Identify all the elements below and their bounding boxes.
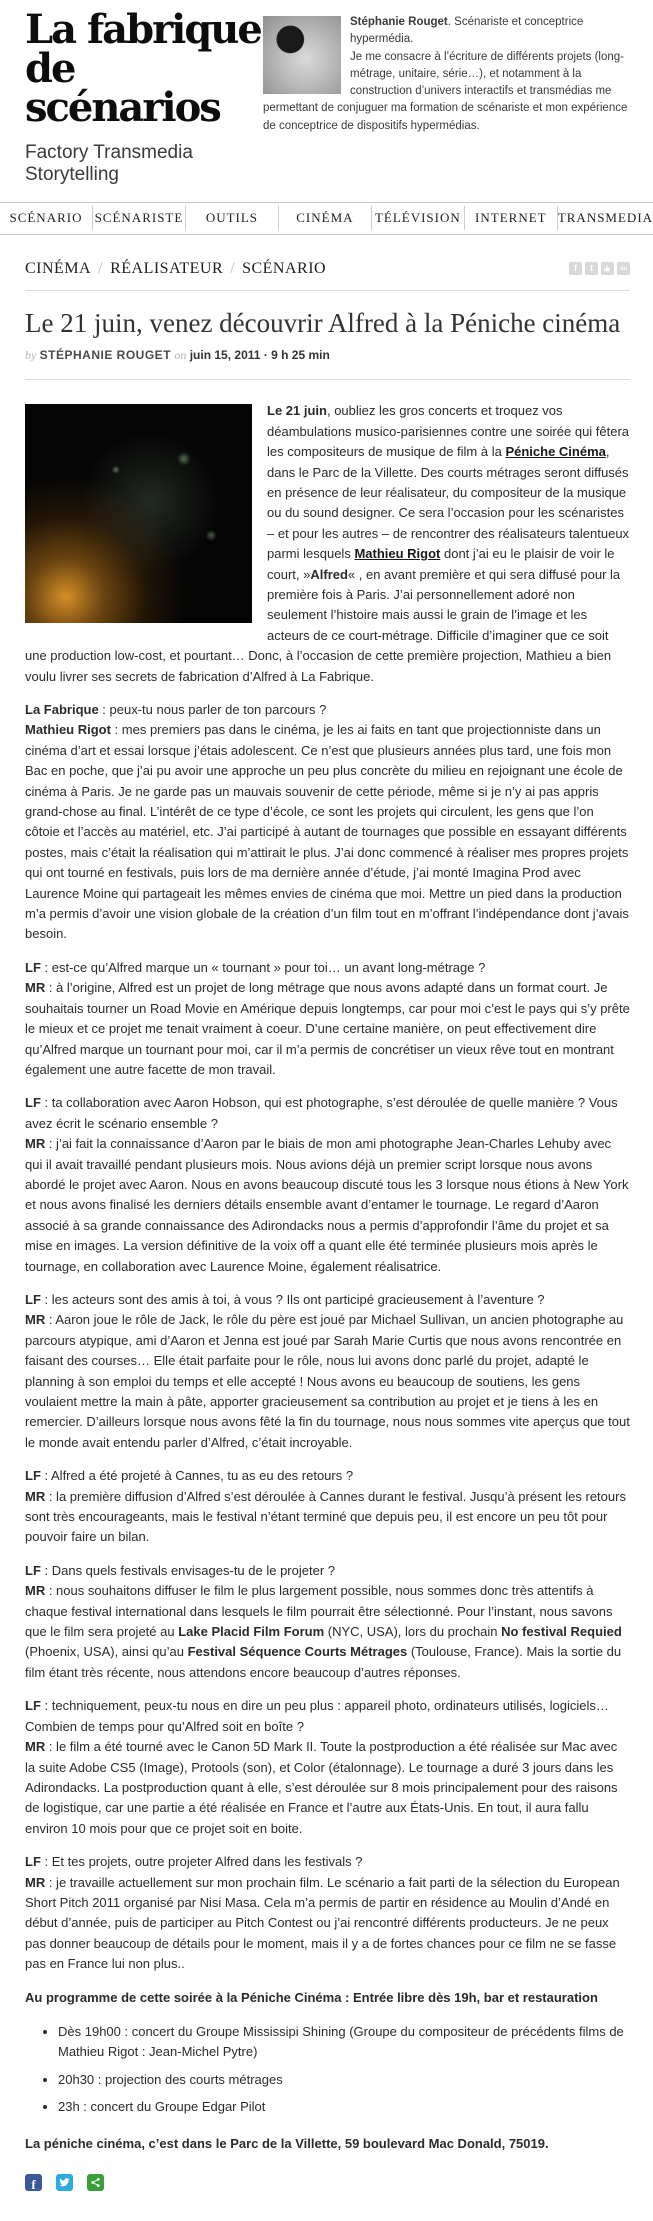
breadcrumb-item-0[interactable]: CINÉMA bbox=[25, 259, 92, 277]
text-run: : la première diffusion d’Alfred s’est déroulée à Cannes durant le festival. Jusqu’à présent les retours sont très encourageants, mais le festival n’étant terminé que depuis peu, il est encore un peu tôt pour pouvoir faire un bilan. bbox=[25, 1488, 626, 1545]
author-about-block bbox=[263, 10, 632, 186]
article-blocks bbox=[25, 401, 630, 2154]
article-paragraph-1 bbox=[25, 700, 630, 945]
text-run: : Alfred a été projeté à Cannes, tu as eu des retours ? bbox=[40, 1468, 354, 1484]
article-paragraph-11 bbox=[25, 2134, 630, 2154]
nav-item-télévision[interactable]: TÉLÉVISION bbox=[371, 206, 464, 230]
text-run: LF bbox=[25, 1854, 41, 1870]
share-row bbox=[25, 2174, 630, 2191]
text-run: : j’ai fait la connaissance d’Aaron par le biais de mon ami photographe Jean-Charles Lehuby avec qui il avait travaillé pendant plusieurs mois. Nous avions déjà un premier script lorsque nous avons abordé le projet avec Aaron. Nous en avons beaucoup discuté tous les 3 lorsque nous étions à New York et nous avons finalisé les derniers détails ensemble avant d’entamer le tournage. Le regard d’Aaron associé à sa grande connaissance des Adirondacks nous a permis d’approfondir l’âme du projet et sa mise en images. La version définitive de la voix off a quant elle été terminée plusieurs mois après le tournage, en collaboration avec Laurence Moine, également réalisatrice. bbox=[25, 1136, 629, 1274]
text-run: Je me consacre à l’écriture de différents projets (long-métrage, unitaire, série…), et notamment à la construction d’univers interactifs et transmédias me permettant de conjuguer ma formation de scénariste et mon expérience de conceptrice de dispositifs hypermédias. bbox=[263, 50, 628, 132]
byline-by-label: by bbox=[25, 348, 37, 363]
nav-item-scénariste[interactable]: SCÉNARISTE bbox=[92, 206, 185, 230]
text-run: Dès 19h00 : concert du Groupe Mississipi Shining (Groupe du compositeur de précédents films de Mathieu Rigot : Jean-Michel Pytre) bbox=[58, 2023, 624, 2060]
text-run: LF bbox=[25, 1468, 41, 1484]
text-run: : Aaron joue le rôle de Jack, le rôle du père est joué par Michael Sullivan, un ancien photographe au parcours atypique, ami d’Aaron et Jenna est joué par Sarah Marie Curtis que nous avons rencontrée en faisant des courses… Elle était parfaite pour le rôle, nous lui avons donc parlé du projet, adapté le planning à son emploi du temps et elle accepté ! Nous avons eu beaucoup de soutiens, les gens voulaient mettre la main à pâte, apporter gracieusement sa contribution au projet et je tiens à les en remercier. D’ailleurs lorsque nous avons fêté la fin du tournage, nous nous sommes vite aperçus que tout le monde avait entendu parler d’Alfred, c’était incroyable. bbox=[25, 1312, 630, 1450]
text-run: MR bbox=[25, 1739, 46, 1755]
nav-item-cinéma[interactable]: CINÉMA bbox=[278, 206, 371, 230]
text-run: : les acteurs sont des amis à toi, à vous ? Ils ont participé gracieusement à l’aventure ? bbox=[40, 1291, 545, 1307]
article-image-fishbowl bbox=[25, 404, 252, 623]
main-nav bbox=[0, 202, 653, 235]
program-list bbox=[40, 2022, 630, 2118]
text-run: 20h30 : projection des courts métrages bbox=[58, 2071, 283, 2087]
text-run: Mathieu Rigot bbox=[25, 722, 111, 738]
text-run: (Phoenix, USA), ainsi qu’au bbox=[25, 1644, 188, 1660]
byline-date: juin 15, 2011 · 9 h 25 min bbox=[189, 348, 330, 363]
inline-link[interactable]: Péniche Cinéma bbox=[505, 444, 606, 460]
post-byline bbox=[25, 348, 630, 363]
text-run: MR bbox=[25, 980, 46, 996]
text-run: Le 21 juin bbox=[267, 403, 327, 419]
author-photo bbox=[263, 16, 341, 94]
twitter-icon[interactable]: t bbox=[585, 262, 598, 275]
divider bbox=[25, 290, 630, 291]
article-paragraph-7 bbox=[25, 1696, 630, 1839]
text-run: MR bbox=[25, 1488, 46, 1504]
facebook-icon[interactable]: f bbox=[569, 262, 582, 275]
text-run: Alfred bbox=[310, 566, 348, 582]
nav-item-scénario[interactable]: SCÉNARIO bbox=[9, 210, 83, 226]
site-header bbox=[0, 0, 653, 186]
text-run: . Scénariste et conceptrice hypermédia. bbox=[350, 16, 584, 46]
breadcrumb-row bbox=[25, 260, 630, 278]
text-run: : mes premiers pas dans le cinéma, je les ai faits en tant que projectionniste dans un cinéma d’art et essai lorsque j’étais adolescent. Ce n’est que plusieurs années plus tard, une fois mon Bac en poche, que j’ai pu avoir une approche un peu plus concrète du milieu en rejoignant une école de cinéma à Paris. Je ne garde pas un mauvais souvenir de cette période, même si je n’y ai pas appris grand-chose au final. L’intérêt de ce type d’école, ce sont les projets qui circulent, les gens que l’on côtoie et l’accès au matériel, etc. J’ai participé à autant de tournages que possible en essayant différents postes, mais c’était la réalisation qui m’attirait le plus. J’ai donc commencé à réaliser mes propres projets qui ont tourné en festivals, puis lors de ma dernière année d’étude, j’ai monté Imagina Prod avec Laurence Moine qui partageait les mêmes envies de cinéma que moi. Mettre un pied dans la production m’a permis d’avoir une vision globale de la création d’un film tout en m’offrant l’indépendance dont j’avais besoin. bbox=[25, 722, 629, 942]
byline-author[interactable]: STÉPHANIE ROUGET bbox=[39, 348, 172, 363]
text-run: No festival Requied bbox=[501, 1624, 622, 1640]
article-paragraph-5 bbox=[25, 1466, 630, 1548]
text-run: : Et tes projets, outre projeter Alfred dans les festivals ? bbox=[40, 1854, 363, 1870]
facebook-share-button[interactable]: f bbox=[25, 2174, 42, 2191]
article-paragraph-3 bbox=[25, 1093, 630, 1277]
site-title-line2: de scénarios bbox=[25, 45, 220, 132]
breadcrumb-item-2[interactable]: SCÉNARIO bbox=[242, 259, 327, 277]
text-run: (Toulouse, France). Mais la sortie du film étant très récente, nous attendons encore beaucoup d’autres réponses. bbox=[25, 1644, 622, 1680]
site-logo[interactable] bbox=[25, 6, 263, 186]
breadcrumb-separator: / bbox=[230, 259, 236, 277]
text-run: : à l’origine, Alfred est un projet de long métrage que nous avons adapté dans un format court. Je souhaitais tourner un Road Movie en Amérique depuis longtemps, car pour moi c’est le pays qui s’y prête le mieux et ce projet me tenait vraiment à coeur. D’une certaine manière, on peut effectivement dire qu’Alfred marque un tournant pour moi, car il m’a permis de concrétiser un vieux rêve tout en montrant également une autre facette de mon travail. bbox=[25, 980, 630, 1077]
text-run: Stéphanie Rouget bbox=[350, 16, 448, 28]
text-run: : le film a été tourné avec le Canon 5D Mark II. Toute la postproduction a été réalisée sur Mac avec la suite Adobe CS5 (Image), Protools (son), et Color (étalonnage). Le tournage a duré 3 jours dans les Adirondacks. La postproduction quant à elle, s’est déroulée sur 8 mois principalement pour des raisons de logistique, car une partie a été réalisée en France et l’autre aux États-Unis. En tout, il aura fallu environ 10 mois pour que ce projet soit en boite. bbox=[25, 1739, 618, 1836]
text-run: : techniquement, peux-tu nous en dire un peu plus : appareil photo, ordinateurs utilisés, logiciels… Combien de temps pour qu’Alfred soit en boîte ? bbox=[25, 1698, 609, 1734]
list-item bbox=[58, 2097, 630, 2117]
text-run: MR bbox=[25, 1312, 46, 1328]
divider bbox=[25, 379, 630, 380]
byline-on-label: on bbox=[174, 348, 187, 363]
post-title: Le 21 juin, venez découvrir Alfred à la Péniche cinéma bbox=[25, 307, 621, 338]
text-run: LF bbox=[25, 1562, 41, 1578]
text-run: : est-ce qu’Alfred marque un « tournant » pour toi… un avant long-métrage ? bbox=[40, 959, 486, 975]
twitter-share-button[interactable] bbox=[56, 2174, 73, 2191]
text-run: : peux-tu nous parler de ton parcours ? bbox=[98, 702, 327, 717]
nav-item-internet[interactable]: INTERNET bbox=[464, 206, 557, 230]
text-run: : Dans quels festivals envisages-tu de le projeter ? bbox=[40, 1562, 335, 1578]
text-run: LF bbox=[25, 1698, 41, 1714]
list-item bbox=[58, 2022, 630, 2063]
text-run: : je travaille actuellement sur mon prochain film. Le scénario a fait parti de la sélection du European Short Pitch 2011 organisé par Nisi Masa. Cela m’a permis de partir en résidence au Moulin d’Andé en début d’année, puis de participer au Pitch Contest ou j’ai rencontré différents producteurs. Je ne peux pas donner beaucoup de détails pour le moment, mais il y a de fortes chances pour ce film ne se fasse pas en France lui non plus.. bbox=[25, 1874, 620, 1972]
text-run: 23h : concert du Groupe Edgar Pilot bbox=[58, 2099, 266, 2115]
article-paragraph-8 bbox=[25, 1852, 630, 1974]
text-run: LF bbox=[25, 959, 41, 975]
article-paragraph-4 bbox=[25, 1290, 630, 1453]
article-paragraph-2 bbox=[25, 958, 630, 1080]
text-run: : ta collaboration avec Aaron Hobson, qui est photographe, s’est déroulée de quelle manière ? Vous avez écrit le scénario ensemble ? bbox=[25, 1095, 618, 1131]
text-run: dont j’ai eu le plaisir de voir le court, » bbox=[267, 546, 615, 582]
text-run: « , en avant première et qui sera diffusé pour la première fois à Paris. J’ai personnellement adoré non seulement l’histoire mais aussi le grain de l’image et les acteurs de ce court-métrage. Difficile d’imaginer que ce soit une production low-cost, et pourtant… Donc, à l’occasion de cette première projection, Mathieu a bien voulu livrer ses secrets de fabrication d’Alfred à La Fabrique. bbox=[25, 566, 621, 684]
text-run: MR bbox=[25, 1874, 46, 1890]
nav-item-outils[interactable]: OUTILS bbox=[185, 206, 278, 230]
breadcrumb-item-1[interactable]: RÉALISATEUR bbox=[110, 259, 224, 277]
text-run: MR bbox=[25, 1136, 46, 1152]
text-run: La péniche cinéma, c’est dans le Parc de la Villette, 59 boulevard Mac Donald, 75019. bbox=[25, 2135, 549, 2151]
text-run: (NYC, USA), lors du prochain bbox=[324, 1624, 502, 1640]
text-run: Lake Placid Film Forum bbox=[178, 1624, 325, 1640]
breadcrumb-separator: / bbox=[98, 259, 104, 277]
text-run: La Fabrique bbox=[25, 702, 99, 717]
text-run: MR bbox=[25, 1583, 46, 1599]
site-tagline: Factory Transmedia Storytelling bbox=[25, 141, 193, 185]
article-paragraph-6 bbox=[25, 1561, 630, 1683]
breadcrumb bbox=[25, 260, 326, 278]
list-item bbox=[58, 2070, 630, 2090]
nav-item-transmedia[interactable]: TRANSMEDIA bbox=[557, 206, 653, 230]
article-paragraph-9 bbox=[25, 1988, 630, 2008]
sharethis-share-button[interactable] bbox=[87, 2174, 104, 2191]
stumbleupon-icon[interactable]: su bbox=[617, 262, 630, 275]
text-run: Festival Séquence Courts Métrages bbox=[187, 1644, 408, 1660]
text-run: : nous souhaitons diffuser le film le plus largement possible, nous sommes donc très attentifs à chaque festival international dans lesquels le film pourrait être sélectionné. Pour l’instant, nous savons que le film sera projeté au bbox=[25, 1583, 613, 1640]
breadcrumb-share-icons bbox=[569, 262, 630, 275]
content bbox=[0, 260, 653, 2191]
text-run: , oubliez les gros concerts et troquez vos déambulations musico-parisiennes contre une soirée qui fêtera les compositeurs de musique de film à la bbox=[267, 403, 630, 460]
text-run: Au programme de cette soirée à la Péniche Cinéma : Entrée libre dès 19h, bar et restauration bbox=[25, 1989, 598, 2005]
inline-link[interactable]: Mathieu Rigot bbox=[354, 546, 441, 562]
site-title-line1: La fabrique bbox=[25, 6, 261, 53]
text-run: LF bbox=[25, 1291, 41, 1307]
article-body bbox=[25, 401, 630, 2154]
text-run: , dans le Parc de la Villette. Des courts métrages seront diffusés en présence de leur réalisateur, du compositeur de la musique ou du sound designer. Ce sera l’occasion pour les scénaristes – et pour les autres – de rencontrer des réalisateurs talentueux parmi lesquels bbox=[267, 444, 630, 562]
text-run: LF bbox=[25, 1095, 41, 1111]
digg-icon[interactable] bbox=[601, 262, 614, 275]
